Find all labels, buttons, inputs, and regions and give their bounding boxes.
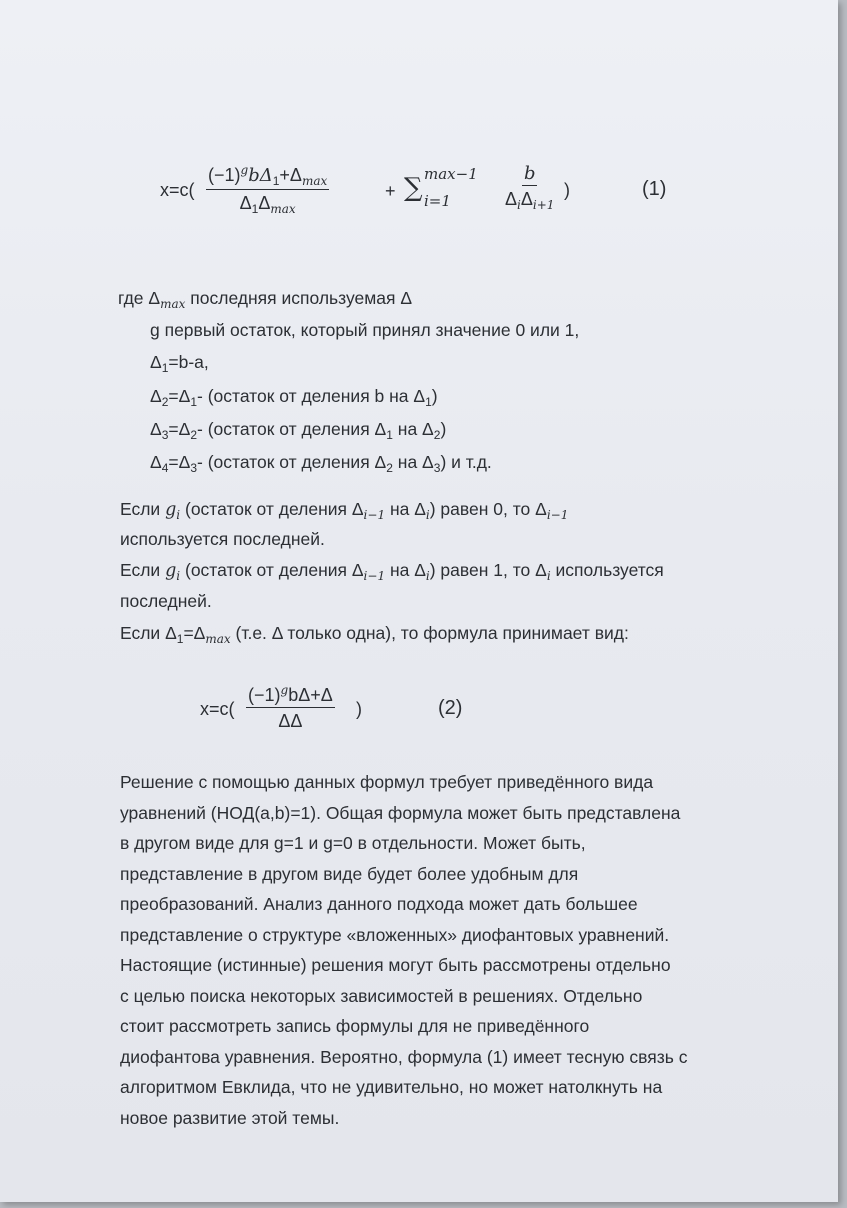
text: ) равен 1, то Δ: [429, 560, 547, 580]
fraction-a-num-part: bΔ: [248, 165, 273, 186]
paragraph-line: уравнений (НОД(a,b)=1). Общая формула может быть представлена: [120, 802, 681, 823]
text: Если: [120, 560, 166, 580]
variable-g: g: [165, 561, 177, 581]
text: Если Δ: [120, 623, 177, 643]
variable-g: g: [165, 500, 177, 520]
formula-2-lhs: x=c(: [200, 699, 235, 719]
paragraph-line: новое развитие этой темы.: [120, 1107, 340, 1128]
subscript: i: [176, 508, 181, 522]
fraction-a-den-part: Δ: [239, 193, 252, 213]
subscript: i: [425, 569, 430, 583]
text: - (остаток от деления b на Δ: [197, 386, 426, 406]
subscript: 3: [190, 461, 197, 475]
text: на Δ: [385, 499, 426, 519]
subscript: 1: [190, 395, 197, 409]
text: ) равен 0, то Δ: [429, 499, 547, 519]
definition-line-6: [150, 452, 492, 475]
fraction-b-num-part: b: [523, 163, 536, 184]
formula-1-number: (1): [642, 178, 667, 200]
text: ): [431, 386, 438, 406]
paragraph-line: стоит рассмотреть запись формулы для не приведённого: [120, 1016, 590, 1036]
definition-line-1: [118, 288, 412, 311]
paragraph-line: диофантова уравнения. Вероятно, формула (1) имеет тесную связь с: [120, 1046, 688, 1067]
paragraph-line: Настоящие (истинные) решения могут быть рассмотрены отдельно: [120, 955, 671, 975]
subscript: 1: [425, 395, 432, 409]
plus-sign: +: [385, 181, 396, 201]
text: =Δ: [168, 452, 191, 472]
subscript: 2: [433, 428, 441, 442]
formula-2-close-paren: ): [356, 699, 362, 719]
definition-line-2: g первый остаток, который принял значение 0 или 1,: [150, 320, 580, 340]
subscript: 3: [161, 428, 169, 442]
text: (т.е. Δ только одна), то формула принимает вид:: [230, 623, 629, 643]
subscript: i: [176, 569, 181, 583]
conclusion-paragraph: [120, 767, 780, 1133]
subscript: 2: [161, 395, 169, 409]
numerator-part: (−1): [248, 685, 281, 705]
exponent-g: g: [240, 163, 249, 177]
formula-2-numerator: [246, 683, 335, 708]
numerator-part: bΔ+Δ: [288, 685, 333, 705]
formula-1: [160, 160, 700, 230]
paragraph-line: Решение с помощью данных формул требует приведённого вида: [120, 772, 654, 792]
text: =Δ: [183, 623, 206, 643]
subscript: i: [425, 508, 430, 522]
subscript: 1: [161, 361, 169, 375]
fraction-b-denominator: [505, 186, 554, 212]
formula-2-number: (2): [438, 697, 463, 719]
paragraph-line: представление о структуре «вложенных» диофантовых уравнений.: [120, 924, 670, 945]
text: =b-a,: [168, 352, 209, 372]
sum-lower-limit: i=1: [424, 192, 451, 210]
formula-1-fraction-b: [505, 163, 554, 212]
case-3-line: [120, 623, 629, 646]
text: на Δ: [392, 452, 434, 472]
sum-symbol: ∑: [404, 173, 423, 203]
paragraph-line: представление в другом виде будет более удобным для: [120, 863, 579, 884]
text: - (остаток от деления Δ: [197, 419, 387, 439]
formula-2-fraction: [246, 683, 335, 732]
subscript: 1: [272, 174, 280, 188]
paragraph-line: алгоритмом Евклида, что не удивительно, но может натолкнуть на: [120, 1077, 663, 1097]
text: (остаток от деления Δ: [180, 560, 364, 580]
subscript: max: [270, 202, 296, 216]
formula-1-close-paren: ): [564, 180, 570, 200]
subscript: max: [160, 297, 186, 311]
subscript: 1: [176, 632, 184, 646]
formula-1-fraction-a: [206, 163, 329, 216]
subscript: i−1: [546, 508, 569, 522]
text: (остаток от деления Δ: [180, 499, 364, 519]
text: на Δ: [392, 419, 434, 439]
subscript: 1: [251, 202, 259, 216]
text: Δ: [150, 352, 162, 372]
text: - (остаток от деления Δ: [197, 452, 387, 472]
fraction-a-num-part: +Δ: [279, 165, 302, 185]
subscript: 3: [433, 461, 441, 475]
formula-1-lhs: x=c(: [160, 180, 195, 200]
text: ): [440, 419, 447, 439]
text: последняя используемая Δ: [185, 288, 413, 308]
sum-upper-limit: max−1: [424, 165, 478, 183]
text: ) и т.д.: [440, 452, 492, 472]
definition-line-3: [150, 352, 209, 375]
subscript: i−1: [363, 569, 386, 583]
fraction-a-numerator: [206, 163, 329, 190]
paragraph-line: с целью поиска некоторых зависимостей в решениях. Отдельно: [120, 985, 643, 1006]
exponent-g: g: [280, 683, 289, 697]
fraction-a-denominator: [240, 190, 296, 216]
text: где Δ: [118, 288, 161, 308]
fraction-a-num-part: (−1): [208, 165, 241, 185]
subscript: i: [517, 198, 521, 212]
definition-line-5: [150, 419, 446, 442]
paragraph-line: в другом виде для g=1 и g=0 в отдельности. Может быть,: [120, 833, 586, 853]
fraction-b-den-part: Δ: [520, 189, 533, 209]
subscript: 2: [190, 428, 197, 442]
subscript: 2: [386, 461, 393, 475]
fraction-a-den-part: Δ: [258, 193, 271, 213]
fraction-b-numerator: [522, 163, 538, 186]
subscript: 4: [161, 461, 169, 475]
subscript: max: [205, 632, 231, 646]
text: Если: [120, 499, 166, 519]
text: =Δ: [168, 386, 191, 406]
paragraph-line: преобразований. Анализ данного подхода может дать большее: [120, 894, 638, 914]
text: Δ: [150, 386, 162, 406]
case-2-line-2: последней.: [120, 591, 212, 611]
text: Δ: [150, 419, 162, 439]
definition-line-4: [150, 386, 438, 409]
subscript: 1: [386, 428, 393, 442]
case-2-line-1: [120, 560, 664, 583]
text: Δ: [150, 452, 162, 472]
fraction-b-den-part: Δ: [505, 189, 518, 209]
case-1-line-1: [120, 499, 568, 522]
text: используется: [550, 560, 664, 580]
formula-2: [200, 683, 520, 743]
subscript: i+1: [532, 198, 555, 212]
subscript: i: [546, 569, 551, 583]
text: на Δ: [385, 560, 426, 580]
subscript: max: [301, 174, 328, 188]
subscript: i−1: [363, 508, 386, 522]
formula-2-denominator: ΔΔ: [278, 711, 303, 731]
case-1-line-2: используется последней.: [120, 529, 325, 549]
text: =Δ: [168, 419, 191, 439]
